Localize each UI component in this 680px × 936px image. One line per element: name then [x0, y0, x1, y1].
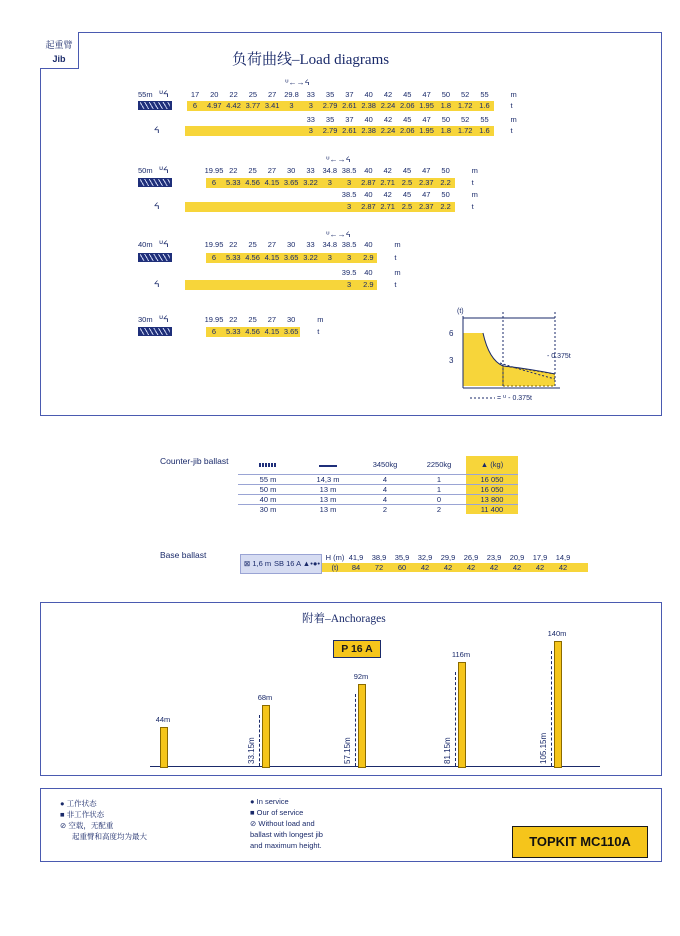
cj-row	[238, 494, 518, 504]
unit-m-r55b: m	[510, 115, 517, 124]
load-r50a-1: 5.33	[225, 178, 241, 187]
base-ton: 42	[489, 563, 499, 572]
base-ton: 42	[558, 563, 568, 572]
counterjib-table	[238, 456, 518, 514]
load-r30-1: 5.33	[225, 327, 241, 336]
mast-top-label-0: 44m	[155, 714, 171, 724]
inset-y3: 3	[449, 356, 454, 365]
warning-icon: ⊘	[60, 821, 67, 830]
legend-en-1: ● In service	[250, 797, 289, 806]
jib-length-r50a: 50m	[138, 166, 153, 175]
hook-icon: ᓑ	[503, 395, 507, 402]
base-height: 17,9	[532, 553, 548, 562]
dist-r50b-2: 42	[383, 190, 392, 199]
dist-r55a-2: 22	[229, 90, 238, 99]
base-title: Base ballast	[160, 550, 207, 560]
cj-body	[238, 474, 518, 514]
cj-row	[238, 474, 518, 484]
warning-icon: ⊘	[250, 819, 257, 828]
dist-r40a-7: 38.5	[341, 240, 357, 249]
trolley-icon-r40a: ᓑᔦ	[159, 239, 169, 249]
dist-r30-4: 30	[287, 315, 296, 324]
unit-m-r50a: m	[471, 166, 478, 175]
cj-cell: 4	[358, 474, 412, 484]
dist-r55a-1: 20	[210, 90, 219, 99]
counterjib-title: Counter-jib ballast	[160, 456, 229, 466]
unit-t-r40b: t	[394, 280, 397, 289]
cj-cell: 16 050	[466, 484, 518, 494]
dist-r55a-13: 50	[441, 90, 451, 99]
mast-4	[554, 641, 562, 768]
load-r55a-14: 1.72	[457, 101, 473, 110]
mast-dim-line-3	[455, 672, 456, 766]
load-r50a-10: 2.5	[401, 178, 413, 187]
load-r55b-4: 2.24	[380, 126, 396, 135]
brand-badge: TOPKIT MC110A	[512, 826, 648, 858]
cj-cell: 40 m	[238, 494, 298, 504]
load-r50a-5: 3.22	[303, 178, 318, 187]
dist-r50a-5: 33	[306, 166, 315, 175]
anchor-title	[302, 610, 386, 626]
legend-en-2: ■ Our of service	[250, 808, 304, 817]
load-r40a-4: 3.65	[283, 253, 299, 262]
dist-r55a-10: 42	[383, 90, 393, 99]
base-height: 41,9	[348, 553, 364, 562]
dist-r50a-10: 45	[402, 166, 412, 175]
inset-note-bottom	[497, 394, 532, 402]
cj-h-kg	[466, 456, 518, 474]
boundary-icon-0: ᓑ←→ᔦ	[285, 78, 310, 87]
anchor-dash: –	[325, 613, 331, 625]
load-r55b-8: 1.72	[457, 126, 473, 135]
load-r50a-2: 4.56	[245, 178, 260, 187]
jib-tab	[40, 32, 79, 69]
load-r55a-4: 3.41	[264, 101, 280, 110]
dist-r40a-6: 34.8	[322, 240, 338, 249]
dist-r50b-4: 47	[422, 190, 431, 199]
load-r55a-10: 2.24	[380, 101, 396, 110]
unit-m-r40a: m	[394, 240, 401, 249]
dist-r50a-3: 27	[267, 166, 277, 175]
base-ton: 60	[397, 563, 407, 572]
mast-3	[458, 662, 466, 768]
mast-top-label-2: 92m	[353, 671, 369, 681]
load-r55b-7: 1.8	[440, 126, 452, 135]
hook-icon-r50b: ᔦ	[154, 201, 160, 211]
base-height: 26,9	[463, 553, 479, 562]
legend-cn	[60, 798, 147, 842]
dist-r55a-8: 37	[345, 90, 354, 99]
dist-r55a-6: 33	[306, 90, 315, 99]
load-r55a-8: 2.61	[342, 101, 357, 110]
mast-top-label-4: 140m	[547, 628, 567, 638]
load-r50a-3: 4.15	[264, 178, 280, 187]
legend-en-5: and maximum height.	[250, 841, 322, 850]
mast-side-label-3: 81.15m	[443, 737, 452, 764]
dist-r40b-0: 39.5	[341, 268, 357, 277]
dist-r40a-1: 22	[229, 240, 238, 249]
dist-r40a-4: 30	[287, 240, 296, 249]
load-r55a-6: 3	[308, 101, 313, 110]
base-h-label: H (m)	[325, 553, 345, 562]
dist-r55b-3: 40	[364, 115, 373, 124]
inset-graph	[449, 308, 595, 408]
legend-en-4: ballast with longest jib	[250, 830, 323, 839]
dist-r55a-12: 47	[422, 90, 431, 99]
dist-r30-3: 27	[267, 315, 277, 324]
boundary-icon-2: ᓑ←→ᔦ	[326, 230, 351, 239]
dist-r50a-11: 47	[422, 166, 431, 175]
load-r40b-1: 2.9	[363, 280, 374, 289]
trolley-icon-r50a: ᓑᔦ	[159, 165, 169, 175]
dist-r40b-1: 40	[364, 268, 373, 277]
cj-cell: 30 m	[238, 504, 298, 514]
dist-r55b-1: 35	[325, 115, 335, 124]
dist-r55a-9: 40	[364, 90, 373, 99]
cj-h-kg-label: (kg)	[490, 460, 504, 470]
load-r55b-9: 1.6	[479, 126, 490, 135]
base-height: 14,9	[555, 553, 571, 562]
base-box	[240, 554, 322, 574]
mast-2	[358, 684, 366, 768]
dist-r55a-0: 17	[190, 90, 200, 99]
model-badge: P 16 A	[333, 640, 381, 658]
title-dash: –	[292, 52, 300, 68]
load-r55a-3: 3.77	[245, 101, 261, 110]
load-r55a-12: 1.95	[419, 101, 434, 110]
dist-r55b-2: 37	[345, 115, 354, 124]
legend-en	[250, 796, 323, 851]
load-r40b-0: 3	[347, 280, 352, 289]
base-sb-val: SB 16 A	[274, 559, 301, 568]
cj-cell: 4	[358, 484, 412, 494]
mast-top-label-1: 68m	[257, 693, 273, 703]
unit-t-r55a: t	[510, 101, 513, 110]
cj-cell: 4	[358, 494, 412, 504]
inset-t-label: (t)	[457, 308, 464, 315]
load-r55a-7: 2.79	[322, 101, 338, 110]
load-r40a-8: 2.9	[363, 253, 374, 262]
mast-side-label-4: 105.15m	[539, 732, 548, 764]
trolley-icon-r55a: ᓑᔦ	[159, 89, 169, 99]
mast-dim-line-4	[551, 651, 552, 766]
load-r50a-6: 3	[327, 178, 332, 187]
cj-header-row	[238, 456, 518, 474]
dist-r30-2: 25	[248, 315, 257, 324]
load-r50b-1: 2.87	[361, 202, 376, 211]
base-t-label: (t)	[331, 563, 339, 572]
jib-truss-icon-r30	[138, 327, 172, 336]
page-title	[232, 48, 389, 69]
inset-y6: 6	[449, 329, 454, 338]
cj-cell: 13 m	[298, 494, 358, 504]
legend-cn-3: ⊘ 空载，无配重	[60, 821, 114, 830]
dist-r40a-8: 40	[364, 240, 373, 249]
load-r30-3: 4.15	[264, 327, 280, 336]
weight-icon: ▲	[480, 460, 489, 470]
bullet-icon: ●	[250, 797, 255, 806]
square-bullet-icon: ■	[250, 808, 255, 817]
dist-r50a-7: 38.5	[341, 166, 357, 175]
hook-icon-r40b: ᔦ	[154, 279, 160, 289]
load-r40a-5: 3.22	[303, 253, 318, 262]
load-r55b-0: 3	[308, 126, 313, 135]
dist-r55a-7: 35	[325, 90, 335, 99]
dist-r50b-3: 45	[402, 190, 412, 199]
cj-h-jib-icon	[238, 456, 298, 474]
load-r50a-8: 2.87	[361, 178, 376, 187]
dist-r30-1: 22	[229, 315, 238, 324]
load-r40a-7: 3	[347, 253, 352, 262]
load-r50a-11: 2.37	[418, 178, 434, 187]
legend-cn-2: ■ 非工作状态	[60, 810, 105, 819]
legend-cn-4: 起重臂和高度均为最大	[72, 832, 147, 841]
unit-m-r50b: m	[471, 190, 478, 199]
unit-t-r50b: t	[471, 202, 474, 211]
jib-length-r55a: 55m	[138, 90, 153, 99]
cj-cell: 1	[412, 484, 466, 494]
anchor-title-en: Anchorages	[330, 613, 386, 625]
dist-r55a-3: 25	[248, 90, 258, 99]
boundary-icon-1: ᓑ←→ᔦ	[326, 155, 351, 164]
load-r55b-3: 2.38	[361, 126, 376, 135]
base-size-val: 1,6 m	[252, 559, 272, 568]
unit-m-r40b: m	[394, 268, 401, 277]
base-size	[244, 559, 271, 568]
mast-0	[160, 727, 168, 768]
cj-row	[238, 504, 518, 514]
inset-svg	[455, 308, 595, 408]
jib-truss-icon-r40a	[138, 253, 172, 262]
cj-h-3450: 3450kg	[372, 460, 398, 470]
jib-truss-icon-r55a	[138, 101, 172, 110]
trolley-icon-r30: ᓑᔦ	[159, 314, 169, 324]
base-ton: 42	[512, 563, 522, 572]
dist-r40a-5: 33	[306, 240, 315, 249]
base-ton: 42	[535, 563, 545, 572]
jib-label-en: Jib	[52, 54, 66, 64]
dist-r55b-9: 55	[480, 115, 489, 124]
load-r40a-1: 5.33	[225, 253, 241, 262]
dist-r50a-4: 30	[287, 166, 296, 175]
load-r30-0: 6	[211, 327, 217, 336]
square-icon: ⊠	[244, 559, 251, 568]
dist-r40a-2: 25	[248, 240, 257, 249]
unit-t-r30: t	[317, 327, 320, 336]
load-r55b-2: 2.61	[342, 126, 357, 135]
load-r55a-13: 1.8	[440, 101, 452, 110]
cj-cell: 13 800	[466, 494, 518, 504]
mast-top-label-3: 116m	[451, 650, 471, 660]
title-en: Load diagrams	[299, 52, 390, 68]
dist-r50a-2: 25	[248, 166, 257, 175]
hook-icon-r55b: ᔦ	[154, 125, 160, 135]
load-r55a-1: 4.97	[206, 101, 222, 110]
dist-r55a-14: 52	[461, 90, 470, 99]
mast-dim-line-1	[259, 715, 260, 766]
dist-r55a-11: 45	[403, 90, 412, 99]
anchor-title-cn: 附着	[302, 613, 325, 625]
inset-note2: =	[497, 395, 504, 402]
dist-r50a-6: 34.8	[322, 166, 338, 175]
base-ton: 84	[351, 563, 361, 572]
cj-cell: 14,3 m	[298, 474, 358, 484]
mast-side-label-2: 57.15m	[343, 737, 352, 764]
dist-r50a-1: 22	[229, 166, 238, 175]
dist-r50b-5: 50	[441, 190, 450, 199]
base-ton: 72	[374, 563, 384, 572]
load-r50a-9: 2.71	[380, 178, 395, 187]
dist-r55b-8: 52	[461, 115, 470, 124]
counterjib-grid	[238, 456, 518, 514]
dist-r50b-1: 40	[364, 190, 373, 199]
load-r55a-2: 4.42	[226, 101, 241, 110]
load-r55a-15: 1.6	[479, 101, 490, 110]
cj-cell: 2	[412, 504, 466, 514]
dist-r50a-12: 50	[441, 166, 450, 175]
mast-dim-line-2	[355, 694, 356, 766]
base-ton: 42	[443, 563, 453, 572]
load-r50b-4: 2.37	[418, 202, 434, 211]
cj-cell: 13 m	[298, 484, 358, 494]
square-bullet-icon: ■	[60, 810, 65, 819]
load-r55b-5: 2.06	[399, 126, 415, 135]
load-r50b-3: 2.5	[401, 202, 413, 211]
load-r50b-0: 3	[347, 202, 352, 211]
base-height: 23,9	[486, 553, 502, 562]
title-cn: 负荷曲线	[232, 52, 293, 68]
jib-label-cn: 起重臂	[45, 40, 73, 50]
dist-r30-0: 19.95	[204, 315, 224, 324]
load-r55b-6: 1.95	[419, 126, 434, 135]
cj-row	[238, 484, 518, 494]
dist-r55a-4: 27	[268, 90, 277, 99]
ground-line	[150, 766, 600, 767]
dist-r55b-4: 42	[383, 115, 393, 124]
cj-cell: 16 050	[466, 474, 518, 484]
load-r55b-1: 2.79	[322, 126, 338, 135]
dist-r50a-9: 42	[383, 166, 392, 175]
load-r55a-9: 2.38	[361, 101, 376, 110]
load-r40a-0: 6	[211, 253, 217, 262]
dist-r55b-0: 33	[306, 115, 315, 124]
load-r55a-5: 3	[289, 101, 294, 110]
cj-cell: 11 400	[466, 504, 518, 514]
base-sb: SB 16 A ▲•●•	[274, 559, 320, 568]
dist-r55b-6: 47	[422, 115, 431, 124]
dist-r50b-0: 38.5	[341, 190, 357, 199]
dist-r50a-0: 19.95	[204, 166, 224, 175]
load-r40a-6: 3	[327, 253, 332, 262]
load-r30-4: 3.65	[283, 327, 299, 336]
cj-cell: 13 m	[298, 504, 358, 514]
load-r40a-3: 4.15	[264, 253, 280, 262]
jib-length-r40a: 40m	[138, 240, 153, 249]
cj-cell: 0	[412, 494, 466, 504]
cj-cell: 2	[358, 504, 412, 514]
cj-cell: 50 m	[238, 484, 298, 494]
dist-r50a-8: 40	[364, 166, 373, 175]
dist-r55a-5: 29.8	[284, 90, 299, 99]
base-height: 20,9	[509, 553, 525, 562]
cj-cell: 1	[412, 474, 466, 484]
load-r50a-4: 3.65	[283, 178, 299, 187]
cj-cell: 55 m	[238, 474, 298, 484]
unit-t-r40a: t	[394, 253, 397, 262]
load-r50a-12: 2.2	[440, 178, 451, 187]
load-r30-2: 4.56	[245, 327, 260, 336]
base-height: 29,9	[440, 553, 456, 562]
mast-1	[262, 705, 270, 768]
dist-r40a-3: 27	[267, 240, 277, 249]
load-r50b-5: 2.2	[440, 202, 451, 211]
load-r50b-2: 2.71	[380, 202, 395, 211]
load-r50a-7: 3	[347, 178, 352, 187]
inset-note1: - 0.375t	[547, 353, 571, 360]
base-ton: 42	[466, 563, 476, 572]
dist-r55b-7: 50	[441, 115, 451, 124]
inset-note3: - 0.375t	[506, 395, 532, 402]
base-height: 32,9	[417, 553, 433, 562]
unit-m-r55a: m	[510, 90, 517, 99]
base-height: 38,9	[371, 553, 387, 562]
dist-r40a-0: 19.95	[204, 240, 224, 249]
cj-h-2250: 2250kg	[426, 460, 452, 470]
jib-truss-icon-r50a	[138, 178, 172, 187]
legend-en-3: ⊘ Without load and	[250, 819, 315, 828]
load-r40a-2: 4.56	[245, 253, 260, 262]
jib-length-r30: 30m	[138, 315, 153, 324]
load-r55a-0: 6	[192, 101, 198, 110]
legend-cn-1: ● 工作状态	[60, 799, 97, 808]
unit-t-r50a: t	[471, 178, 474, 187]
dist-r55a-15: 55	[480, 90, 489, 99]
unit-m-r30: m	[317, 315, 324, 324]
bullet-icon: ●	[60, 799, 65, 808]
base-height: 35,9	[394, 553, 410, 562]
cj-h-cj-icon	[298, 456, 358, 474]
base-ton: 42	[420, 563, 430, 572]
load-r55a-11: 2.06	[399, 101, 415, 110]
unit-t-r55b: t	[510, 126, 513, 135]
load-r50a-0: 6	[211, 178, 217, 187]
dist-r55b-5: 45	[403, 115, 412, 124]
mast-side-label-1: 33.15m	[247, 737, 256, 764]
